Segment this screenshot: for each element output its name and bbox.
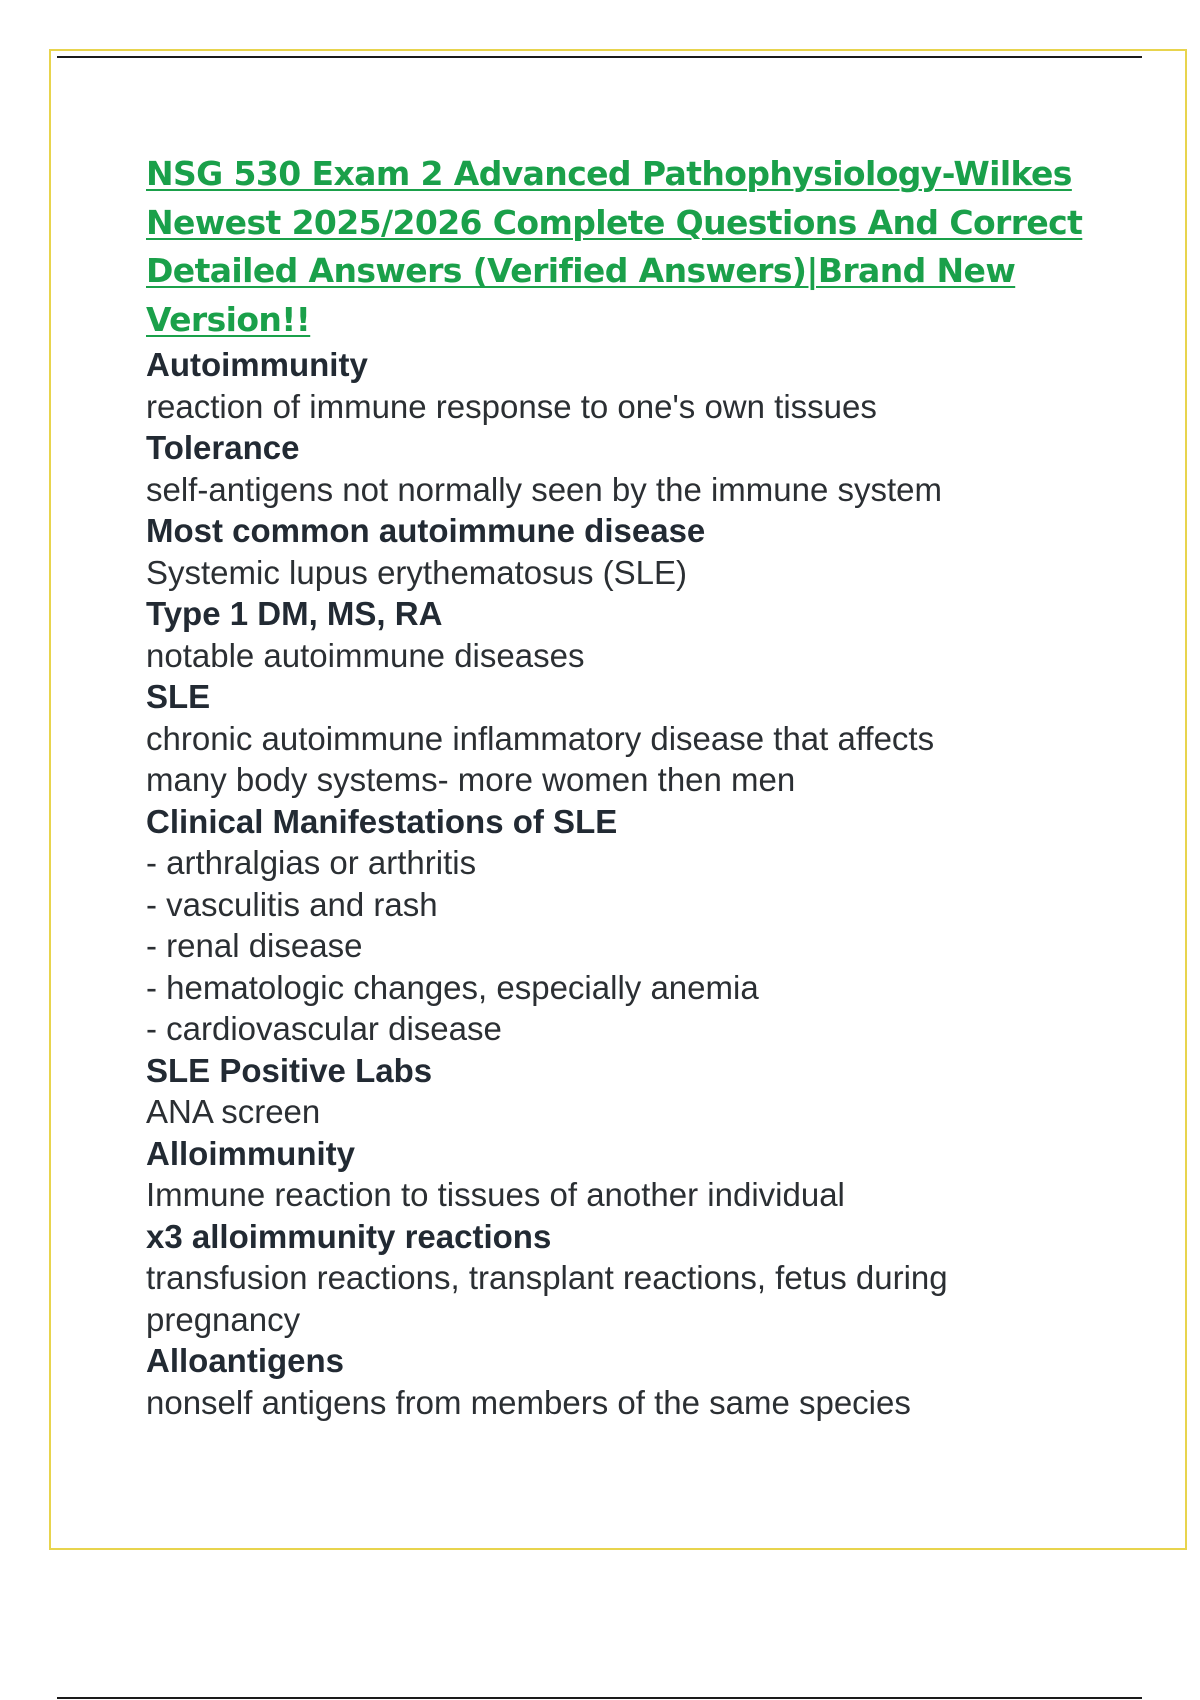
definition-text: [146, 469, 1106, 511]
qa-item: [146, 510, 1106, 593]
definition-line: - cardiovascular disease: [146, 1010, 502, 1047]
qa-item: [146, 1050, 1106, 1133]
qa-item: [146, 1216, 1106, 1341]
bottom-rule: [57, 1697, 1142, 1699]
definition-line: transfusion reactions, transplant reactions, fetus during: [146, 1259, 948, 1296]
qa-item: [146, 344, 1106, 427]
term-heading: Clinical Manifestations of SLE: [146, 802, 618, 840]
definition-text: [146, 635, 1106, 677]
qa-item: [146, 1340, 1106, 1423]
top-rule: [57, 56, 1142, 58]
qa-item: [146, 593, 1106, 676]
term-heading: Alloimmunity: [146, 1134, 356, 1172]
definition-line: - arthralgias or arthritis: [146, 844, 477, 881]
term-heading: Autoimmunity: [146, 346, 368, 383]
document-title-link[interactable]: NSG 530 Exam 2 Advanced Pathophysiology-Wilkes Newest 2025/2026 Complete Questions And Correct Detailed Answers (Verified Answers)|Brand New Version!!: [146, 154, 1083, 339]
definition-text: [146, 552, 1106, 594]
definition-line: Immune reaction to tissues of another individual: [146, 1176, 845, 1213]
qa-item: [146, 1133, 1106, 1216]
document-body: [146, 150, 1106, 1423]
definition-line: chronic autoimmune inflammatory disease that affects: [146, 719, 935, 757]
qa-item: [146, 427, 1106, 510]
definition-line: many body systems- more women then men: [146, 761, 796, 798]
definition-text: [146, 1257, 1106, 1340]
definition-text: [146, 1382, 1106, 1424]
definition-line: nonself antigens from members of the same species: [146, 1383, 911, 1421]
qa-item: [146, 676, 1106, 801]
term-heading: SLE Positive Labs: [146, 1051, 433, 1089]
term-heading: Type 1 DM, MS, RA: [146, 595, 443, 632]
definition-line: pregnancy: [146, 1300, 301, 1338]
qa-list: [146, 344, 1106, 1423]
definition-line: reaction of immune response to one's own tissues: [146, 387, 877, 425]
definition-text: [146, 386, 1106, 428]
definition-line: - hematologic changes, especially anemia: [146, 968, 759, 1006]
definition-text: [146, 842, 1106, 1050]
definition-line: notable autoimmune diseases: [146, 636, 585, 674]
term-heading: SLE: [146, 678, 211, 715]
qa-item: [146, 801, 1106, 1050]
definition-text: [146, 1091, 1106, 1133]
definition-line: Systemic lupus erythematosus (SLE): [146, 553, 688, 591]
definition-text: [146, 718, 1106, 801]
term-heading: Tolerance: [146, 429, 300, 466]
definition-line: ANA screen: [146, 1093, 321, 1130]
definition-line: - vasculitis and rash: [146, 885, 438, 923]
definition-line: self-antigens not normally seen by the immune system: [146, 470, 943, 508]
term-heading: Alloantigens: [146, 1342, 345, 1379]
term-heading: x3 alloimmunity reactions: [146, 1217, 552, 1255]
definition-text: [146, 1174, 1106, 1216]
term-heading: Most common autoimmune disease: [146, 512, 706, 549]
definition-line: - renal disease: [146, 927, 363, 964]
